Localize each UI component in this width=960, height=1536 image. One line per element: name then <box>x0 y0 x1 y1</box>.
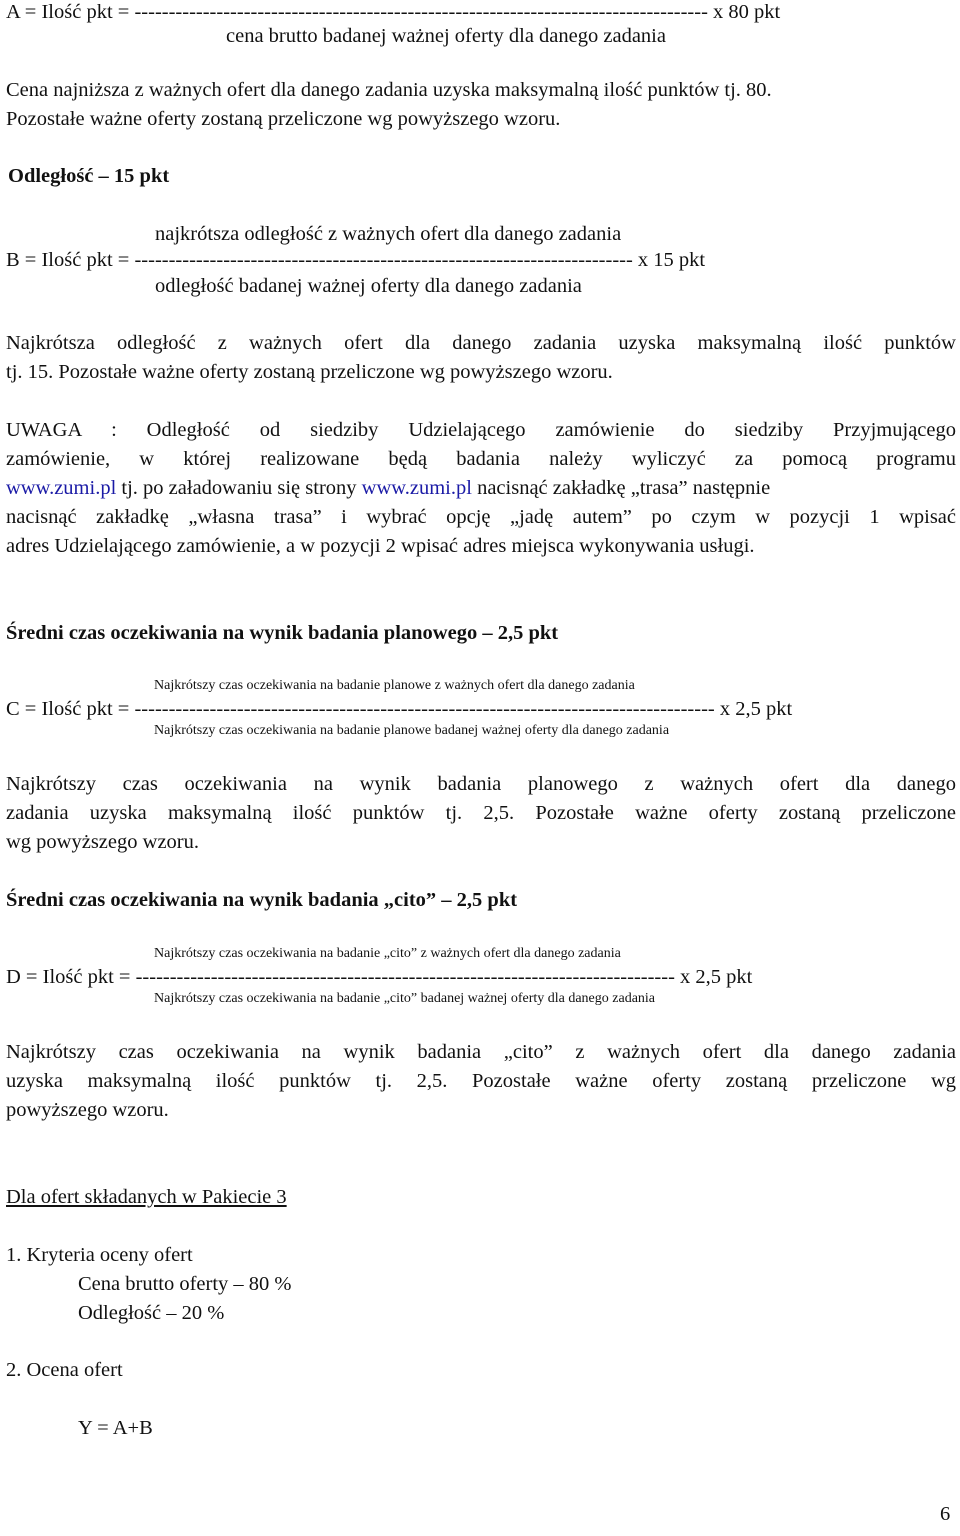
formula-b-denominator: odległość badanej ważnej oferty dla danego zadania <box>155 275 582 297</box>
page-number: 6 <box>940 1503 951 1525</box>
note-line-5: adres Udzielającego zamówienie, a w pozycji 2 wpisać adres miejsca wykonywania usługi. <box>6 535 755 557</box>
formula-c-numerator: Najkrótszy czas oczekiwania na badanie planowe z ważnych ofert dla danego zadania <box>154 678 635 693</box>
para-a-line-1: Cena najniższa z ważnych ofert dla danego zadania uzyska maksymalną ilość punktów tj. 80. <box>6 79 772 101</box>
planned-para-line-1: Najkrótszy czas oczekiwania na wynik badania planowego z ważnych ofert dla danego <box>6 773 956 795</box>
zumi-link-1[interactable]: www.zumi.pl <box>6 477 117 499</box>
distance-heading: Odległość – 15 pkt <box>8 165 170 187</box>
zumi-link-2[interactable]: www.zumi.pl <box>361 477 472 499</box>
criteria-title: 1. Kryteria oceny ofert <box>6 1244 193 1266</box>
note-line-3-end: nacisnąć zakładkę „trasa” następnie <box>471 477 771 499</box>
para-a-line-2: Pozostałe ważne oferty zostaną przeliczone wg powyższego wzoru. <box>6 108 561 130</box>
distance-para-line-1: Najkrótsza odległość z ważnych ofert dla danego zadania uzyska maksymalną ilość punktów <box>6 332 956 354</box>
distance-para-line-2: tj. 15. Pozostałe ważne oferty zostaną przeliczone wg powyższego wzoru. <box>6 361 613 383</box>
cito-para-line-2: uzyska maksymalną ilość punktów tj. 2,5. Pozostałe ważne oferty zostaną przeliczone wg <box>6 1070 956 1092</box>
formula-d-denominator: Najkrótszy czas oczekiwania na badanie „cito” badanej ważnej oferty dla danego zadania <box>154 991 656 1006</box>
cito-para-line-1: Najkrótszy czas oczekiwania na wynik badania „cito” z ważnych ofert dla danego zadania <box>6 1041 956 1063</box>
formula-a-denominator: cena brutto badanej ważnej oferty dla danego zadania <box>226 25 666 47</box>
formula-d-line: D = Ilość pkt = ------------------------------------------------------------------------------- x 2,5 pkt <box>6 966 753 988</box>
evaluation-title: 2. Ocena ofert <box>6 1359 123 1381</box>
criteria-item-price: Cena brutto oferty – 80 % <box>78 1273 292 1295</box>
cito-heading: Średni czas oczekiwania na wynik badania „cito” – 2,5 pkt <box>6 889 518 911</box>
planned-heading: Średni czas oczekiwania na wynik badania planowego – 2,5 pkt <box>6 622 559 644</box>
note-line-2: zamówienie, w której realizowane będą badania należy wyliczyć za pomocą programu <box>6 448 956 470</box>
note-line-1: UWAGA : Odległość od siedziby Udzielającego zamówienie do siedziby Przyjmującego <box>6 419 956 441</box>
formula-c-denominator: Najkrótszy czas oczekiwania na badanie planowe badanej ważnej oferty dla danego zadania <box>154 723 670 738</box>
planned-para-line-2: zadania uzyska maksymalną ilość punktów tj. 2,5. Pozostałe ważne oferty zostaną przeliczone <box>6 802 956 824</box>
formula-c-line: C = Ilość pkt = ------------------------------------------------------------------------------------- x 2,5 pkt <box>6 698 793 720</box>
formula-a-line: A = Ilość pkt = ------------------------------------------------------------------------------------ x 80 pkt <box>6 1 781 23</box>
criteria-item-distance: Odległość – 20 % <box>78 1302 225 1324</box>
package-heading: Dla ofert składanych w Pakiecie 3 <box>6 1186 287 1208</box>
note-line-3-mid: tj. po załadowaniu się strony <box>116 477 362 499</box>
note-line-4: nacisnąć zakładkę „własna trasa” i wybrać opcję „jadę autem” po czym w pozycji 1 wpisać <box>6 506 956 528</box>
planned-para-line-3: wg powyższego wzoru. <box>6 831 199 853</box>
cito-para-line-3: powyższego wzoru. <box>6 1099 169 1121</box>
note-line-3 <box>6 476 770 500</box>
formula-b-numerator: najkrótsza odległość z ważnych ofert dla danego zadania <box>155 223 622 245</box>
evaluation-formula: Y = A+B <box>78 1417 153 1439</box>
formula-b-line: B = Ilość pkt = ------------------------------------------------------------------------- x 15 pkt <box>6 249 706 271</box>
formula-d-numerator: Najkrótszy czas oczekiwania na badanie „cito” z ważnych ofert dla danego zadania <box>154 946 621 961</box>
